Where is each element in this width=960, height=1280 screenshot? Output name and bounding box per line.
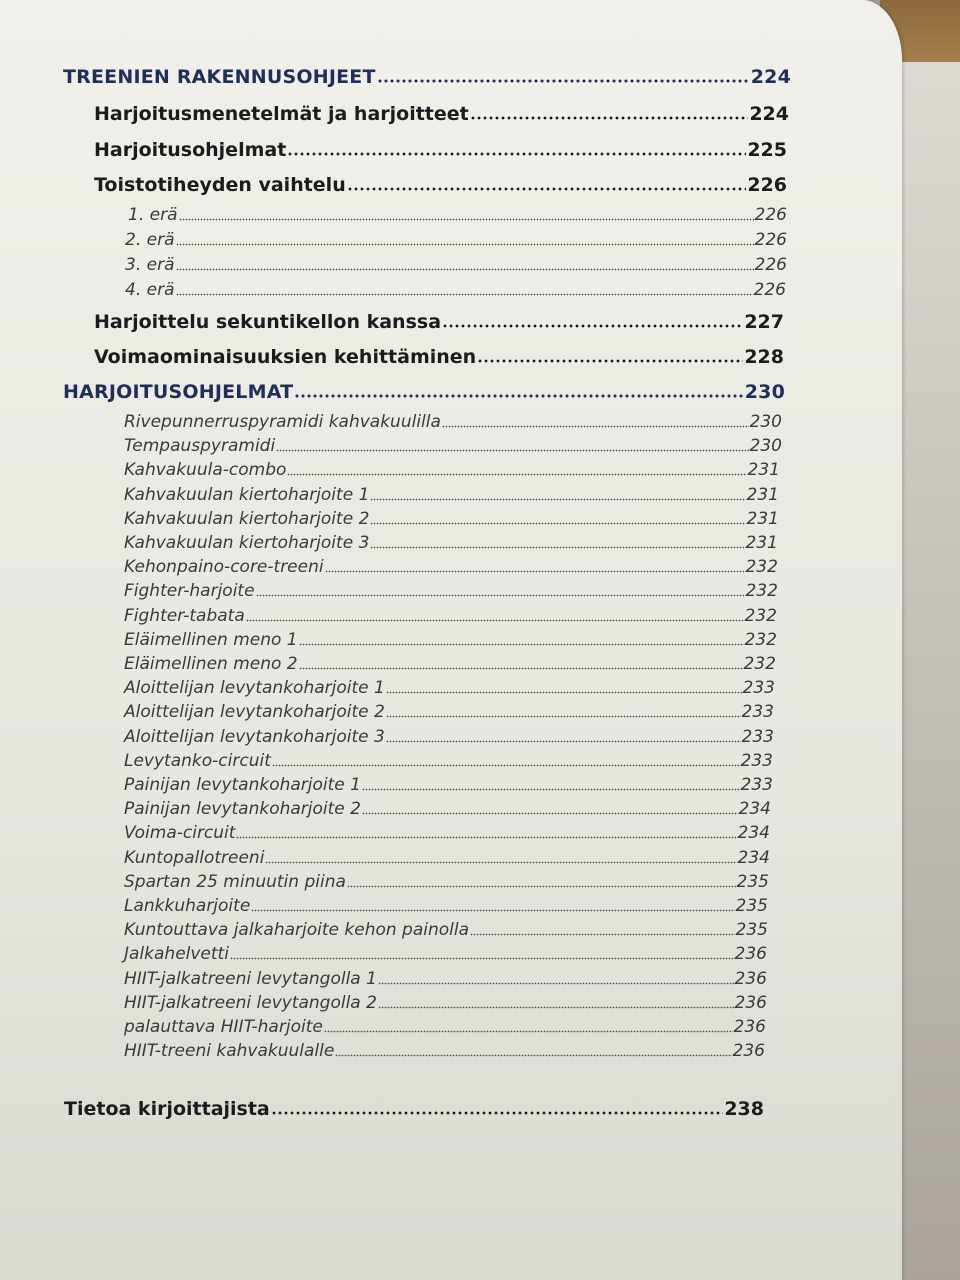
- toc-item[interactable]: Spartan 25 minuutin piina 235: [124, 871, 769, 892]
- dot-leader: [370, 498, 745, 501]
- dot-leader: [470, 116, 749, 120]
- toc-item[interactable]: Kahvakuulan kiertoharjoite 3 231: [124, 533, 778, 553]
- toc-item[interactable]: Levytanko-circuit 233: [124, 750, 773, 771]
- dot-leader: [276, 449, 748, 452]
- dot-leader: [179, 218, 754, 221]
- toc-subsection[interactable]: Harjoittelu sekuntikellon kanssa 227: [94, 311, 784, 333]
- dot-leader: [287, 473, 746, 476]
- dot-leader: [287, 152, 746, 156]
- dot-leader: [256, 594, 745, 597]
- dot-leader: [370, 522, 745, 525]
- dot-leader: [176, 268, 754, 271]
- toc-item[interactable]: Kehonpaino-core-treeni 232: [124, 557, 778, 578]
- toc-item[interactable]: 2. erä 226: [125, 230, 787, 250]
- toc-item[interactable]: 3. erä 226: [125, 255, 787, 275]
- toc-item[interactable]: Voima-circuit 234: [124, 823, 770, 844]
- toc-item[interactable]: Eläimellinen meno 2 232: [124, 654, 776, 674]
- toc-item[interactable]: Kuntopallotreeni 234: [124, 847, 770, 868]
- toc-subsection[interactable]: Harjoitusmenetelmät ja harjoitteet 224: [94, 103, 789, 125]
- toc-section-treenien-rakennusohjeet[interactable]: TREENIEN RAKENNUSOHJEET 224: [63, 66, 791, 88]
- dot-leader: [265, 861, 736, 864]
- next-page-edge: [900, 62, 960, 1280]
- dot-leader: [325, 570, 745, 573]
- toc-item[interactable]: Aloittelijan levytankoharjoite 1 233: [124, 678, 775, 699]
- toc-item[interactable]: Fighter-tabata 232: [124, 605, 777, 626]
- dot-leader: [370, 546, 744, 549]
- toc-item[interactable]: Rivepunnerruspyramidi kahvakuulilla 230: [124, 412, 782, 432]
- toc-item[interactable]: HIIT-jalkatreeni levytangolla 2 236: [124, 992, 767, 1013]
- dot-leader: [251, 909, 734, 912]
- toc-subsection[interactable]: Toistotiheyden vaihtelu 226: [94, 174, 787, 196]
- toc-item[interactable]: HIIT-jalkatreeni levytangolla 1 236: [124, 968, 767, 989]
- dot-leader: [362, 812, 738, 815]
- dot-leader: [271, 1111, 724, 1115]
- dot-leader: [386, 740, 741, 743]
- toc-closing-tietoa-kirjoittajista[interactable]: Tietoa kirjoittajista 238: [64, 1098, 764, 1120]
- dot-leader: [272, 764, 740, 767]
- toc-item[interactable]: HIIT-treeni kahvakuulalle 236: [124, 1041, 765, 1062]
- dot-leader: [176, 243, 754, 246]
- toc-item[interactable]: Fighter-harjoite 232: [124, 581, 778, 602]
- dot-leader: [230, 957, 734, 960]
- toc-item[interactable]: Aloittelijan levytankoharjoite 2 233: [124, 702, 774, 723]
- toc-item[interactable]: Lankkuharjoite 235: [124, 896, 768, 916]
- dot-leader: [378, 1006, 734, 1009]
- toc-item[interactable]: palauttava HIIT-harjoite 236: [124, 1017, 766, 1037]
- dot-leader: [347, 885, 736, 888]
- dot-leader: [386, 691, 742, 694]
- toc-item[interactable]: 4. erä 226: [125, 280, 786, 300]
- dot-leader: [294, 394, 743, 398]
- toc-item[interactable]: Eläimellinen meno 1 232: [124, 629, 777, 650]
- dot-leader: [470, 933, 735, 936]
- dot-leader: [347, 187, 747, 191]
- toc-item[interactable]: Tempauspyramidi 230: [124, 436, 782, 457]
- toc-item[interactable]: Kahvakuulan kiertoharjoite 1 231: [124, 484, 779, 505]
- toc-item[interactable]: Kuntouttava jalkaharjoite kehon painolla 235: [124, 920, 768, 941]
- toc-item[interactable]: Jalkahelvetti 236: [124, 944, 767, 965]
- toc-subsection[interactable]: Harjoitusohjelmat 225: [94, 139, 787, 161]
- toc-section-harjoitusohjelmat[interactable]: HARJOITUSOHJELMAT 230: [63, 381, 785, 403]
- toc-item[interactable]: 1. erä 226: [128, 205, 787, 225]
- dot-leader: [236, 836, 736, 839]
- dot-leader: [299, 643, 744, 646]
- dot-leader: [246, 619, 744, 622]
- dot-leader: [442, 425, 749, 428]
- dot-leader: [378, 982, 734, 985]
- toc-item[interactable]: Painijan levytankoharjoite 2 234: [124, 799, 771, 820]
- dot-leader: [442, 324, 743, 328]
- toc-item[interactable]: Kahvakuula-combo 231: [124, 460, 780, 481]
- toc-item[interactable]: Aloittelijan levytankoharjoite 3 233: [124, 726, 774, 747]
- dot-leader: [299, 667, 743, 670]
- dot-leader: [386, 715, 741, 718]
- toc-item[interactable]: Kahvakuulan kiertoharjoite 2 231: [124, 508, 779, 529]
- dot-leader: [377, 79, 750, 83]
- dot-leader: [176, 293, 753, 296]
- dot-leader: [477, 359, 743, 363]
- dot-leader: [335, 1054, 731, 1057]
- dot-leader: [324, 1030, 733, 1033]
- toc-subsection[interactable]: Voimaominaisuuksien kehittäminen 228: [94, 346, 784, 368]
- toc-item[interactable]: Painijan levytankoharjoite 1 233: [124, 775, 773, 795]
- dot-leader: [362, 788, 740, 791]
